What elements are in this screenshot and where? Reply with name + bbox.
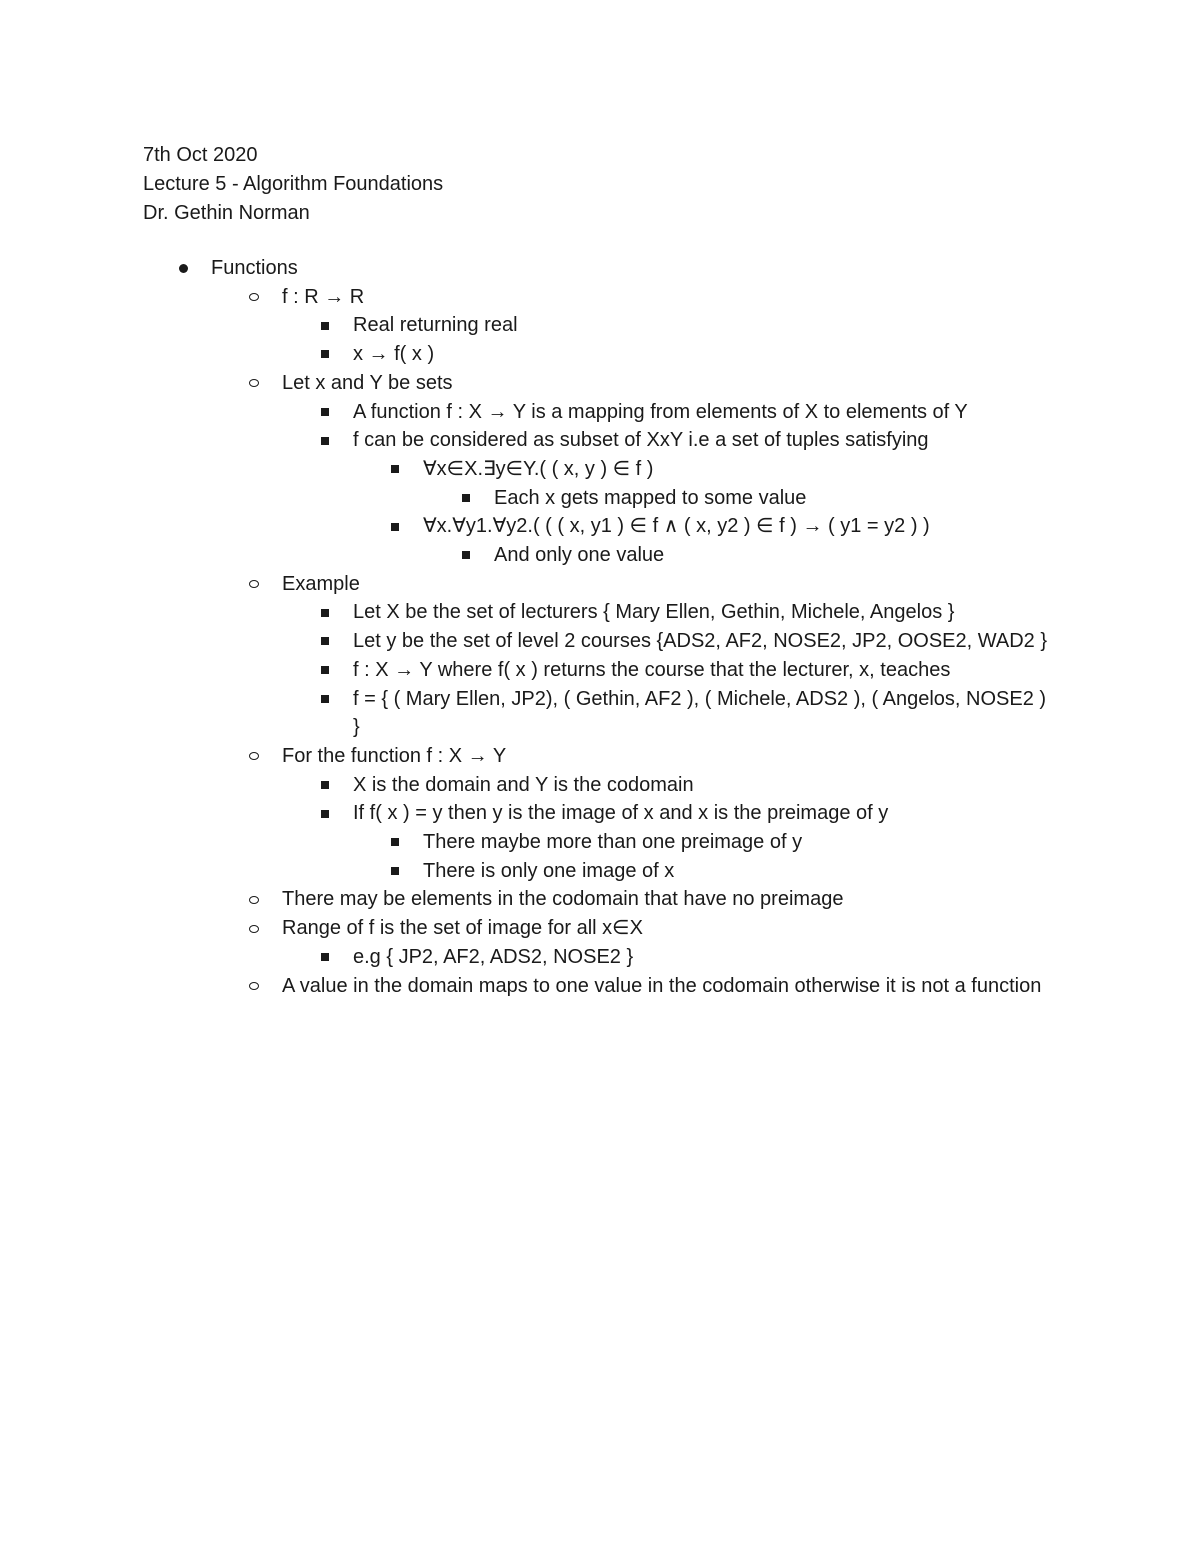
document-header	[143, 141, 1043, 228]
outline-item-level-3	[0, 828, 1200, 857]
outline-item-text: ∀x∈X.∃y∈Y.( ( x, y ) ∈ f )	[423, 457, 654, 480]
square-bullet-icon	[459, 541, 473, 570]
outline-item-level-2	[0, 943, 1200, 972]
square-bullet-icon	[318, 398, 332, 427]
outline-item-level-2	[0, 771, 1200, 800]
outline-item-text: A value in the domain maps to one value in the codomain otherwise it is not a function	[282, 974, 1042, 997]
outline-item-level-2	[0, 340, 1200, 369]
outline-item-text: If f( x ) = y then y is the image of x and x is the preimage of y	[353, 802, 889, 825]
outline-item-text: e.g { JP2, AF2, ADS2, NOSE2 }	[353, 945, 634, 968]
square-bullet-icon	[318, 598, 332, 627]
square-bullet-icon	[318, 685, 332, 714]
outline-item-text: ∀x.∀y1.∀y2.( ( ( x, y1 ) ∈ f ∧ ( x, y2 ) ∈ f ) → ( y1 = y2 ) )	[423, 515, 930, 538]
circle-bullet-icon	[247, 914, 261, 943]
square-bullet-icon	[388, 857, 402, 886]
outline-item-text: Real returning real	[353, 314, 518, 337]
outline-item-level-2	[0, 426, 1200, 455]
square-bullet-icon	[318, 426, 332, 455]
square-bullet-icon	[388, 512, 402, 541]
outline-item-level-3	[0, 857, 1200, 886]
circle-bullet-icon	[247, 570, 261, 599]
outline-item-level-2	[0, 656, 1200, 685]
outline-item-level-4	[0, 541, 1200, 570]
lecturer-name: Dr. Gethin Norman	[143, 202, 310, 224]
circle-bullet-icon	[247, 972, 261, 1001]
outline-item-level-2	[0, 598, 1200, 627]
outline-item-text: Each x gets mapped to some value	[494, 486, 807, 509]
outline-item-text: x → f( x )	[353, 343, 435, 366]
circle-bullet-icon	[247, 742, 261, 771]
outline-item-text: A function f : X → Y is a mapping from elements of X to elements of Y	[353, 400, 968, 423]
outline-item-text: There is only one image of x	[423, 859, 675, 882]
circle-bullet-icon	[247, 369, 261, 398]
outline-item-text: f : X → Y where f( x ) returns the course that the lecturer, x, teaches	[353, 658, 951, 681]
notes-outline	[0, 254, 1200, 1000]
outline-item-level-2	[0, 799, 1200, 828]
outline-item-text: For the function f : X → Y	[282, 744, 507, 767]
outline-item-level-1	[0, 972, 1200, 1001]
outline-item-level-1	[0, 742, 1200, 771]
outline-item-text: f : R → R	[282, 285, 365, 308]
outline-item-level-0	[0, 254, 1200, 283]
square-bullet-icon	[459, 484, 473, 513]
circle-bullet-icon	[247, 885, 261, 914]
outline-item-text: X is the domain and Y is the codomain	[353, 773, 694, 796]
outline-item-level-4	[0, 484, 1200, 513]
square-bullet-icon	[318, 943, 332, 972]
outline-item-level-1	[0, 369, 1200, 398]
outline-item-text: Range of f is the set of image for all x∈X	[282, 917, 643, 940]
outline-item-text: And only one value	[494, 544, 665, 567]
square-bullet-icon	[318, 656, 332, 685]
square-bullet-icon	[388, 828, 402, 857]
outline-item-text: Let x and Y be sets	[282, 371, 453, 394]
outline-item-level-3	[0, 512, 1200, 541]
square-bullet-icon	[388, 455, 402, 484]
outline-item-level-3	[0, 455, 1200, 484]
outline-item-text: Functions	[211, 257, 298, 279]
outline-item-level-2	[0, 311, 1200, 340]
square-bullet-icon	[318, 771, 332, 800]
outline-item-level-1	[0, 570, 1200, 599]
outline-item-level-2	[0, 627, 1200, 656]
lecture-title: Lecture 5 - Algorithm Foundations	[143, 173, 444, 195]
square-bullet-icon	[318, 799, 332, 828]
outline-item-text: There may be elements in the codomain that have no preimage	[282, 888, 844, 911]
outline-item-text: Example	[282, 572, 360, 595]
outline-item-text: f can be considered as subset of XxY i.e a set of tuples satisfying	[353, 429, 929, 452]
disc-bullet-icon	[176, 254, 190, 283]
square-bullet-icon	[318, 311, 332, 340]
outline-item-level-2	[0, 685, 1200, 742]
outline-item-text: Let X be the set of lecturers { Mary Ellen, Gethin, Michele, Angelos }	[353, 601, 955, 624]
outline-item-level-1	[0, 283, 1200, 312]
circle-bullet-icon	[247, 283, 261, 312]
square-bullet-icon	[318, 340, 332, 369]
outline-item-level-1	[0, 914, 1200, 943]
outline-item-level-2	[0, 398, 1200, 427]
square-bullet-icon	[318, 627, 332, 656]
outline-item-text: Let y be the set of level 2 courses {ADS2, AF2, NOSE2, JP2, OOSE2, WAD2 }	[353, 630, 1048, 653]
outline-item-level-1	[0, 885, 1200, 914]
outline-item-text: f = { ( Mary Ellen, JP2), ( Gethin, AF2 ), ( Michele, ADS2 ), ( Angelos, NOSE2 ) }	[353, 687, 1047, 739]
date-line: 7th Oct 2020	[143, 144, 258, 166]
outline-item-text: There maybe more than one preimage of y	[423, 831, 803, 854]
